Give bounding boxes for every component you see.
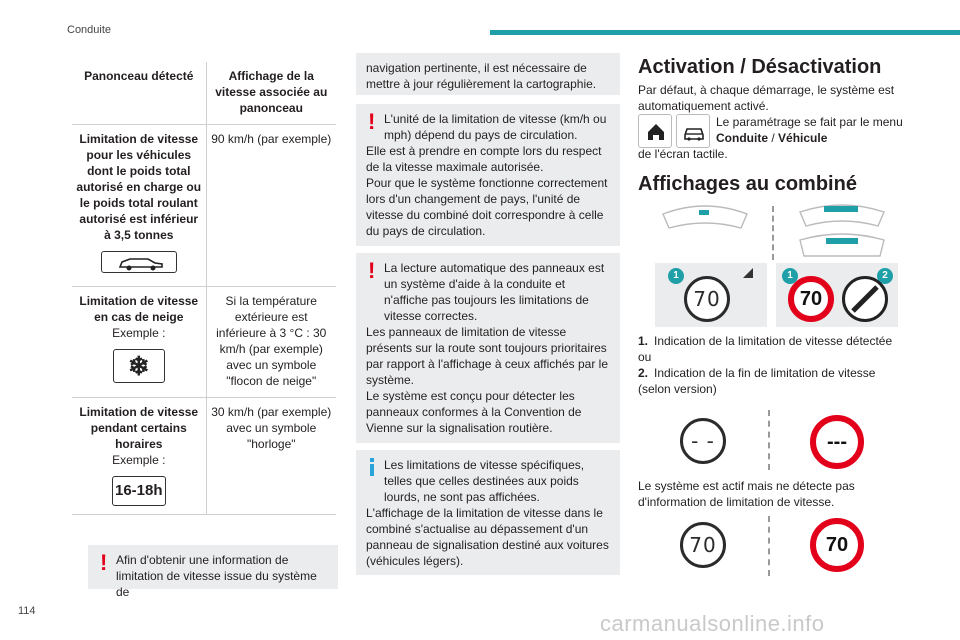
note-text: Pour que le système fonctionne correctement lors d'un changement de pays, l'unité de vitesse du combiné doit correspondre à celle du pays de circulation.: [366, 176, 608, 238]
inactive-description: Le système est actif mais ne détecte pas d'information de limitation de vitesse.: [638, 479, 855, 509]
section-title-activation: Activation / Désactivation: [638, 56, 882, 78]
speed-sign-red-70-bottom: 70: [810, 518, 864, 572]
car-icon: [101, 251, 177, 273]
warning-icon: !: [368, 258, 376, 283]
end-of-limit-sign-icon: [842, 276, 888, 322]
note-text: L'unité de la limitation de vitesse (km/h ou mph) dépend du pays de circulation.: [384, 112, 607, 142]
divider: [768, 516, 770, 576]
note-text: Les limitations de vitesse spécifiques, telles que celles destinées aux poids lourds, ne sont pas affichées.: [384, 458, 585, 504]
activation-intro: Par défaut, à chaque démarrage, le système est automatiquement activé.: [638, 83, 895, 113]
note-text: Elle est à prendre en compte lors du respect de la vitesse maximale autorisée.: [366, 144, 602, 174]
row-label: Limitation de vitesse pendant certains horaires: [79, 405, 199, 451]
menu-vehicule: Véhicule: [778, 131, 828, 145]
note-text: L'affichage de la limitation de vitesse dans le combiné s'actualise au dépassement d'un panneau de signalisation destiné aux voitures (véhicules légers).: [366, 506, 609, 568]
callout-2: 2: [877, 268, 893, 284]
speed-sign-gray-70-bottom: 70: [680, 522, 726, 568]
speed-sign-red-dashes: ---: [810, 415, 864, 469]
info-icon: [370, 458, 374, 476]
list-item: [638, 333, 908, 365]
warning-note-navigation-cont: [356, 53, 620, 95]
activation-setting: [716, 114, 906, 146]
home-icon: [638, 114, 672, 148]
cluster-illustration-2: [792, 200, 892, 260]
row-example: Exemple :: [112, 453, 166, 467]
list-number: 2.: [638, 366, 649, 380]
warning-note-navigation: [88, 545, 338, 599]
note-text: Les panneaux de limitation de vitesse présents sur la route sont toujours prioritaires par rapport à l'affichage à ceux affichés par le système.: [366, 325, 608, 387]
callout-1: 1: [782, 268, 798, 284]
divider: [772, 206, 774, 260]
watermark: carmanualsonline.info: [600, 611, 825, 636]
warning-note-unit: [356, 104, 620, 246]
menu-separator: /: [768, 131, 779, 145]
list-text: Indication de la fin de limitation de vitesse (selon version): [638, 366, 876, 396]
sign-table: [72, 62, 336, 515]
table-row: [72, 287, 336, 398]
row-value: 90 km/h (par exemple): [206, 125, 336, 287]
header-accent-bar: [490, 30, 960, 35]
note-text: La lecture automatique des panneaux est un système d'aide à la conduite et n'affiche pas toujours les limitations de vitesse correctes.: [384, 261, 605, 323]
warning-note-reading: [356, 253, 620, 443]
setting-text: Le paramétrage se fait par le menu: [716, 115, 903, 129]
row-value: 30 km/h (par exemple) avec un symbole "horloge": [206, 398, 336, 515]
cluster-illustration-1: [655, 202, 755, 236]
table-header-display: Affichage de la vitesse associée au panonceau: [206, 62, 336, 125]
list-item: [638, 365, 898, 397]
warning-icon: !: [368, 109, 376, 134]
speed-sign-red-70: 70: [788, 276, 834, 322]
page-number: 114: [18, 605, 36, 617]
running-header: Conduite: [67, 24, 112, 36]
note-text: Le système est conçu pour détecter les panneaux conformes à la Convention de Vienne sur la signalisation routière.: [366, 389, 582, 435]
activation-setting-end: de l'écran tactile.: [638, 147, 728, 161]
table-row: [72, 398, 336, 515]
arrow-icon: [743, 268, 753, 278]
note-text: Afin d'obtenir une information de limitation de vitesse issue du système de: [116, 553, 317, 599]
section-title-cluster: Affichages au combiné: [638, 173, 857, 195]
table-header-detected: Panonceau détecté: [72, 62, 206, 125]
note-text: navigation pertinente, il est nécessaire de mettre à jour régulièrement la cartographie.: [366, 61, 597, 91]
row-example: Exemple :: [112, 326, 166, 340]
callout-1: 1: [668, 268, 684, 284]
row-label: Limitation de vitesse en cas de neige: [79, 294, 199, 324]
table-row: [72, 125, 336, 287]
row-label: Limitation de vitesse pour les véhicules dont le poids total autorisé en charge ou le poids total roulant autorisé est inférieur à 3,5 tonnes: [76, 132, 202, 242]
hours-icon: 16-18h: [112, 476, 166, 506]
row-value: Si la température extérieure est inférieure à 3 °C : 30 km/h (par exemple) avec un symbole "flocon de neige": [206, 287, 336, 398]
info-note-specific: [356, 450, 620, 575]
list-number: 1.: [638, 334, 649, 348]
divider: [768, 410, 770, 470]
speed-sign-gray-dashes: - -: [680, 418, 726, 464]
speed-sign-gray-70: 70: [684, 276, 730, 322]
menu-conduite: Conduite: [716, 131, 768, 145]
car-settings-icon: [676, 114, 710, 148]
list-text: Indication de la limitation de vitesse détectée ou: [638, 334, 893, 364]
snowflake-icon: ❄: [113, 349, 165, 383]
warning-icon: !: [100, 550, 108, 575]
